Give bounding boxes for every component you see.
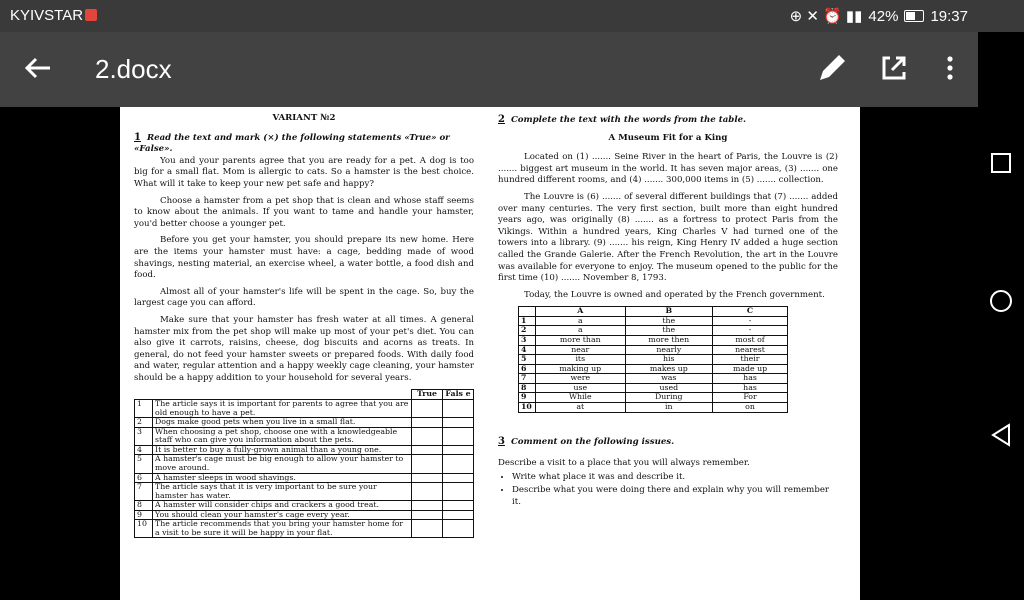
edit-button[interactable] (814, 50, 850, 86)
paragraph: Before you get your hamster, you should prepare its new home. Here are the items your hamster must have: a cage, bedding made of wood shavings, nesting material, an exercise wheel, a water bottle, a food dish and food. (134, 235, 474, 281)
recents-button[interactable] (988, 150, 1014, 176)
more-vert-icon (932, 50, 968, 86)
paragraph: You and your parents agree that you are ready for a pet. A dog is too big for a small flat. Mom is allergic to cats. So a hamster is the best choice. What will it take to keep your new pet safe and happy? (134, 155, 474, 189)
nav-back-button[interactable] (988, 422, 1014, 448)
task2-heading: 2 Complete the text with the words from the table. (498, 114, 747, 125)
square-icon (988, 150, 1014, 176)
paragraph: Located on (1) ....... Seine River in the heart of Paris, the Louvre is (2) ....... biggest art museum in the world. It has seven major areas, (3) ....... one hundred different rooms, and (4) ....... 300,000 items in (5) ....... collection. (498, 152, 838, 186)
task3-intro: Describe a visit to a place that you will always remember. (498, 458, 750, 469)
table-row: 5 A hamster's cage must be big enough to allow your hamster to move around. (135, 455, 474, 473)
table-row: 4 near nearly nearest (519, 345, 788, 355)
battery-level: 42% (868, 7, 899, 25)
clock: 19:37 (930, 7, 968, 25)
table-row: 1 The article says it is important for parents to agree that you are old enough to have a pet. (135, 400, 474, 418)
paragraph: Choose a hamster from a pet shop that is clean and whose staff seems to know about the animals. If you want to tame and handle your hamster, you'd better choose a younger pet. (134, 195, 474, 229)
word-choice-table: A B C 1 a the - 2 a the - 3 more than more then most of 4 near nearly nearest 5 its his their 6 making up makes up made up 7 were was has 8 use used has 9 While During For 10 at in on (518, 306, 788, 412)
table-row: 7 The article says that it is very important to be sure your hamster has water. (135, 483, 474, 501)
table-row: 3 more than more then most of (519, 336, 788, 346)
open-external-button[interactable] (876, 50, 912, 86)
app-bar (0, 32, 978, 107)
task3-bullets (498, 472, 838, 509)
paragraph: Almost all of your hamster's life will be spent in the cage. So, buy the largest cage you can afford. (134, 286, 474, 309)
table-row: 10 at in on (519, 402, 788, 412)
pencil-icon (814, 50, 850, 86)
status-bar (0, 0, 1024, 32)
back-button[interactable] (22, 50, 54, 86)
table-row: 10 The article recommends that you bring your hamster home for a visit to be sure it will be happy in your flat. (135, 520, 474, 538)
task1-heading: 1 Read the text and mark (×) the following statements «True» or «False». (134, 131, 450, 155)
table-row: 5 its his their (519, 355, 788, 365)
status-right (790, 7, 968, 25)
table-row: 2 Dogs make good pets when you live in a small flat. (135, 418, 474, 428)
paragraph: The Louvre is (6) ....... of several different buildings that (7) ....... added over many centuries. The very first section, built more than eight hundred years ago, was originally (8) ....... as a fortress to protect Paris from the Vikings. Within a hundred years, King Charles V had turned one of the towers into a library. (9) ....... his reign, King Henry IV added a huge section called the Grande Galerie. After the French Revolution, the art in the Louvre was available for everyone to enjoy. The museum opened to the public for the first time (10) ....... November 8, 1793. (498, 191, 838, 284)
list-item: • Write what place it was and describe it. (512, 472, 838, 484)
table-row: 9 While During For (519, 393, 788, 403)
table-row: 9 You should clean your hamster's cage every year. (135, 510, 474, 520)
left-column (134, 113, 474, 538)
open-external-icon (876, 50, 912, 86)
nav-bar (978, 32, 1024, 600)
table-row: 4 It is better to buy a fully-grown animal than a young one. (135, 445, 474, 455)
true-false-table: True Fals e 1 The article says it is important for parents to agree that you are old enough to have a pet. 2 Dogs make good pets when you live in a small flat. 3 When choosing a pet shop, choose one with a knowledgeable staff who can give you information about the pets. 4 It is better to buy a fully-grown animal than a young one. 5 A hamster's cage must be big enough to allow your hamster to move around. 6 A hamster sleeps in wood shavings. 7 The article says that it is very important to be sure your hamster has water. 8 A hamster will consider chips and crackers a good treat. 9 You should clean your hamster's cage every year. 10 The article recommends that you bring your hamster home for a visit to be sure it will be happy in your flat. (134, 389, 474, 538)
paragraph: Make sure that your hamster has fresh water at all times. A general hamster mix from the pet shop will make up most of your pet's diet. You can also give it carrots, raisins, cheese, dog biscuits and acorns as treats. In general, do not feed your hamster sweets or prepared foods. With daily food and water, regular attention and a happy weekly cage cleaning, your hamster should be a happy addition to your household for several years. (134, 314, 474, 383)
carrier-icon (85, 9, 97, 21)
home-button[interactable] (988, 288, 1014, 314)
triangle-back-icon (988, 422, 1014, 448)
table-row: 8 use used has (519, 383, 788, 393)
circle-icon (988, 288, 1014, 314)
table-row: 7 were was has (519, 374, 788, 384)
carrier: KYIVSTAR (10, 7, 97, 24)
table-row: 1 a the - (519, 316, 788, 326)
table-row: 2 a the - (519, 326, 788, 336)
right-column (498, 113, 838, 510)
battery-icon (904, 10, 924, 22)
variant-title: VARIANT №2 (272, 113, 336, 123)
status-icons: ⊕ ✕ ⏰ ▮▮ (789, 8, 863, 25)
table-row: 6 A hamster sleeps in wood shavings. (135, 473, 474, 483)
table-row: 3 When choosing a pet shop, choose one with a knowledgeable staff who can give you information about the pets. (135, 427, 474, 445)
table-row: 8 A hamster will consider chips and crackers a good treat. (135, 501, 474, 511)
task3-heading: 3 Comment on the following issues. (498, 435, 675, 447)
list-item: • Describe what you were doing there and explain why you will remember it. (512, 485, 838, 508)
paragraph: Today, the Louvre is owned and operated by the French government. (524, 289, 825, 300)
document-page[interactable] (120, 107, 860, 600)
task2-subtitle: A Museum Fit for a King (608, 132, 728, 143)
more-options-button[interactable] (932, 50, 968, 86)
arrow-left-icon (22, 50, 54, 86)
table-row: 6 making up makes up made up (519, 364, 788, 374)
document-title: 2.docx (95, 54, 172, 84)
